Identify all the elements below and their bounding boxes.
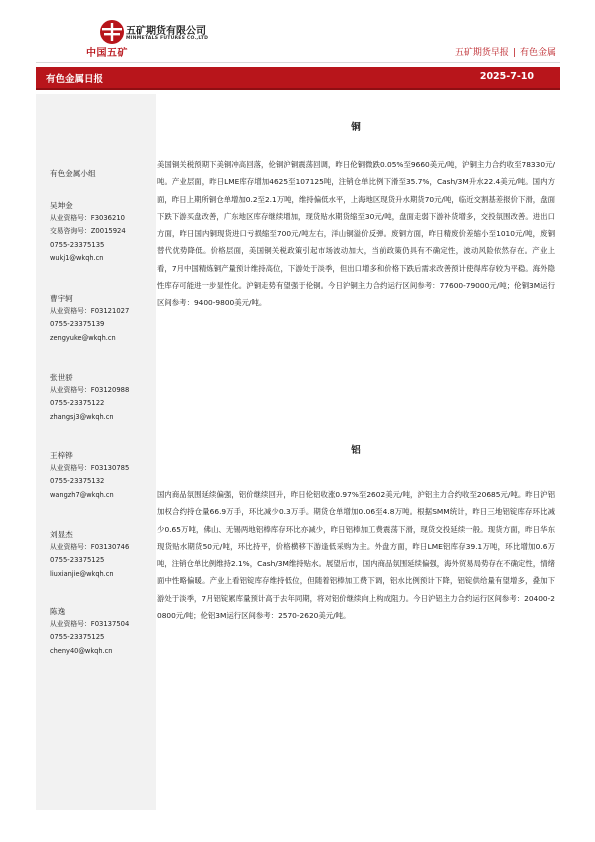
analyst-name: 曹宇轲 [50,294,73,303]
analyst-license: 从业资格号：F03130746 [50,543,130,551]
analyst-phone: 0755-23375125 [50,633,105,642]
brand-name: 中国五矿 [86,48,128,59]
analyst-email: wukj1@wkqh.cn [50,254,104,263]
analyst-card [50,605,155,658]
report-category: 有色金属 [519,48,556,58]
minmetals-logo-icon [98,19,126,47]
section-body-aluminum: 国内商品氛围延续偏强，铝价继续回升，昨日伦铝收涨0.97%至2602美元/吨，沪铝主力合约收至20685元/吨。昨日沪铝加权合约持仓量66.9万手，环比减少0.3万手。期货仓单增加0.06至4.8万吨。根据SMM统计，昨日三地铝锭库存环比减少0.65万吨，佛山、无锡两地铝棒库存环比亦减少，昨日铝棒加工费震荡下滑，现货交投延续一般。现货方面，昨日华东现货贴水期货50元/吨，环比持平，价格横移下游逢低采购为主。外盘方面，昨日LME铝库存39.1万吨，环比增加0.6万吨，注销仓单比例维持2.1%，Cash/3M维持贴水。展望后市，国内商品氛围延续偏强，海外贸易局势存在不确定性，情绪面中性略偏暖。产业上看铝锭库存维持低位，但随着铝棒加工费下调，铝水比例预计下降，铝锭供给量有望增多，叠加下游处于淡季，7月铝锭累库量预计高于去年同期，将对铝价继续向上构成阻力。今日沪铝主力合约运行区间参考：20400-20800元/吨；伦铝3M运行区间参考：2570-2620美元/吨。 [157,490,555,621]
analyst-email: wangzh7@wkqh.cn [50,490,114,499]
analyst-name: 刘显杰 [50,530,73,539]
analyst-license: 从业资格号：F3036210 [50,214,125,222]
analyst-sidebar [36,94,156,810]
analyst-email: zengyuke@wkqh.cn [50,333,116,342]
section-title-aluminum: 铝 [351,445,361,456]
analyst-card [50,528,155,581]
report-date: 2025-7-10 [479,71,534,82]
analyst-phone: 0755-23375125 [50,556,105,565]
analyst-email: cheny40@wkqh.cn [50,646,113,655]
analyst-phone: 0755-23375132 [50,477,105,486]
analyst-license: 从业资格号：F03121027 [50,307,130,315]
analyst-card [50,292,155,345]
analyst-name: 张世骄 [50,373,73,382]
analyst-license: 从业资格号：F03130785 [50,464,130,472]
analyst-email: zhangsj3@wkqh.cn [50,412,114,421]
analyst-card [50,449,155,502]
report-type: 五矿期货早报 [454,48,509,58]
company-name-english: MINMETALS FUTURES CO.,LTD [126,36,209,41]
analyst-name: 王梓铧 [50,451,73,460]
analyst-card [50,199,155,266]
header-tag [455,45,556,58]
analyst-name: 吴坤金 [50,201,73,210]
analyst-phone: 0755-23375139 [50,320,105,329]
analyst-name: 陈逸 [50,607,66,616]
analyst-card [50,371,155,424]
section-title-copper: 铜 [351,122,361,133]
header-separator: | [512,48,516,58]
analyst-email: liuxianjie@wkqh.cn [50,569,114,578]
company-name: 五矿期货有限公司 [126,26,206,37]
analyst-phone: 0755-23375122 [50,399,105,408]
report-title: 有色金属日报 [46,74,104,85]
analyst-license: 从业资格号：F03137504 [50,620,130,628]
analyst-license: 从业资格号：F03120988 [50,386,130,394]
section-body-copper: 美国铜关税预期下美铜冲高回落，伦铜沪铜震荡回调，昨日伦铜微跌0.05%至9660美元/吨，沪铜主力合约收至78330元/吨。产业层面，昨日LME库存增加4625至107125吨，注销仓单比例下滑至35.7%，Cash/3M升水22.4美元/吨。国内方面，昨日上期所铜仓单增加0.2至2.1万吨，维持偏低水平，上海地区现货升水期货70元/吨，临近交割基差报价下滑，盘面下跌下游买盘改善，广东地区库存继续增加，现货贴水期货缩至30元/吨，盘面走弱下游补货增多，交投氛围改善。进出口方面，昨日国内铜现货进口亏损缩至700元/吨左右，洋山铜溢价反弹。废铜方面，昨日精废价差缩小至1010元/吨，废铜替代优势降低。价格层面，美国铜关税政策引起市场波动加大，当前政策仍具有不确定性，波动风险依然存在。产业上看，7月中国精炼铜产量预计维持高位，下游处于淡季，但出口增多和价格下跌后需求改善预计使得库存较为平稳。海外隐性库存可能进一步显性化。沪铜走势有望强于伦铜。今日沪铜主力合约运行区间参考：77600-79000元/吨；伦铜3M运行区间参考：9400-9800美元/吨。 [157,160,555,308]
report-title-bar [36,67,560,90]
analyst-phone: 0755-23375135 [50,240,105,249]
team-title: 有色金属小组 [50,169,96,178]
page-header [36,14,560,63]
analyst-consult-license: 交易咨询号：Z0015924 [50,227,126,236]
